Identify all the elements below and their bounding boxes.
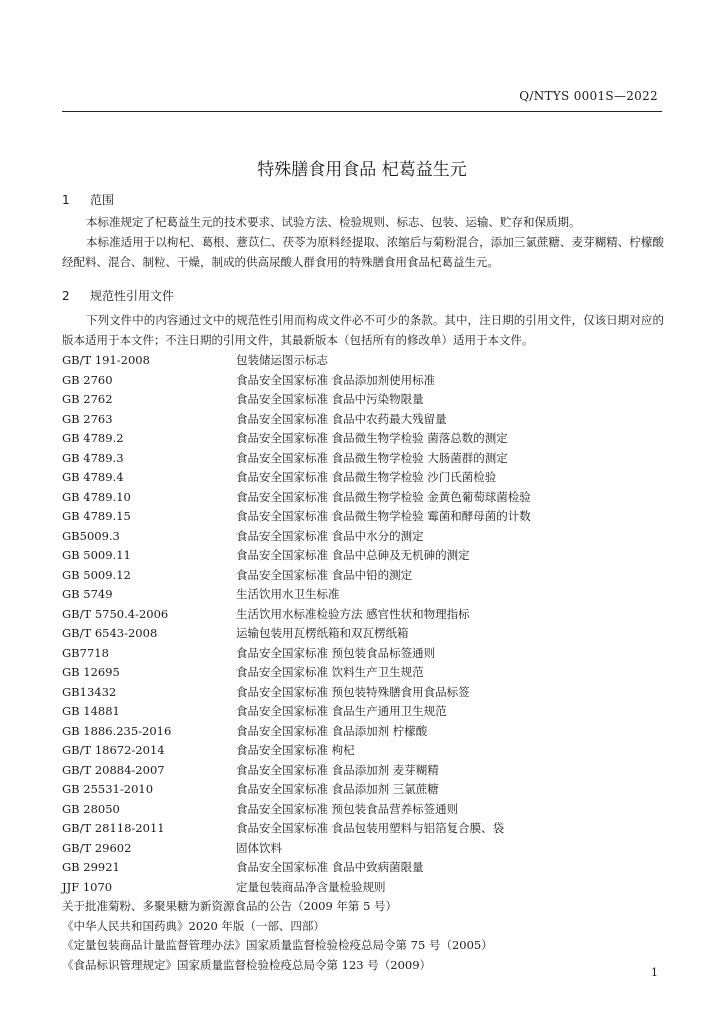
reference-row: [62, 702, 664, 722]
reference-title: 食品安全国家标准 枸杞: [236, 743, 355, 757]
reference-row: [62, 878, 664, 898]
reference-title: 食品安全国家标准 预包装特殊膳食用食品标签: [236, 684, 470, 699]
regulation-reference: 《定量包装商品计量监督管理办法》国家质量监督检验检疫总局令第 75 号（2005）: [62, 938, 493, 952]
reference-title: 食品安全国家标准 食品添加剂 柠檬酸: [236, 723, 428, 738]
reference-code: GB 4789.3: [62, 450, 124, 465]
reference-row: [62, 410, 664, 430]
reference-code: GB 25531-2010: [62, 782, 154, 796]
reference-row: [62, 683, 664, 703]
reference-row: [62, 585, 664, 605]
reference-title: 食品安全国家标准 预包装食品营养标签通则: [236, 801, 459, 816]
reference-code: GB 2763: [62, 411, 113, 426]
reference-code: GB 29921: [62, 860, 120, 874]
reference-code: GB/T 20884-2007: [62, 762, 165, 777]
reference-row: [62, 644, 664, 664]
reference-row: [62, 624, 664, 644]
reference-row: [62, 722, 664, 742]
reference-title: 食品安全国家标准 食品添加剂 三氯蔗糖: [236, 782, 439, 796]
reference-code: GB 2762: [62, 392, 113, 406]
reference-code: GB/T 18672-2014: [62, 743, 165, 757]
reference-row: [62, 527, 664, 547]
reference-title: 食品安全国家标准 食品中总砷及无机砷的测定: [236, 548, 470, 562]
reference-row: [62, 566, 664, 586]
reference-title: 食品安全国家标准 食品中水分的测定: [236, 528, 424, 543]
reference-title: 食品安全国家标准 食品添加剂使用标准: [236, 372, 436, 387]
reference-code: GB 4789.10: [62, 489, 131, 504]
reference-code: GB 4789.15: [62, 509, 131, 523]
section-2-heading: [62, 287, 174, 304]
section-1-number: 1: [62, 193, 70, 207]
document-title: 特殊膳食用食品 杞葛益生元: [257, 160, 467, 180]
page-number: 1: [651, 966, 658, 979]
reference-code: GB/T 5750.4-2006: [62, 606, 169, 621]
reference-title: 食品安全国家标准 预包装食品标签通则: [236, 645, 436, 660]
reference-code: GB5009.3: [62, 528, 120, 543]
section-2-body: [62, 310, 664, 350]
reference-row: [62, 507, 664, 527]
section-1-paragraph-2: 本标准适用于以枸杞、葛根、薏苡仁、茯苓为原料经提取、浓缩后与菊粉混合，添加三氯蔗糖、麦芽糊精、柠檬酸经配料、混合、制粒、干燥，制成的供高尿酸人群食用的特殊膳食用食品杞葛益生元。: [62, 235, 664, 269]
reference-title: 食品安全国家标准 食品添加剂 麦芽糊精: [236, 762, 439, 777]
reference-code: GB/T 6543-2008: [62, 626, 158, 640]
section-1-title: 范围: [90, 193, 115, 207]
reference-row: [62, 351, 664, 371]
reference-row: [62, 390, 664, 410]
reference-title: 食品安全国家标准 食品微生物学检验 大肠菌群的测定: [236, 450, 508, 465]
reference-code: GB/T 29602: [62, 840, 132, 855]
reference-code: GB 12695: [62, 665, 120, 679]
reference-row: [62, 663, 664, 683]
reference-row: [62, 429, 664, 449]
reference-row: [62, 371, 664, 391]
reference-row: [62, 800, 664, 820]
section-2-number: 2: [62, 289, 70, 303]
reference-row: [62, 546, 664, 566]
reference-title: 运输包装用瓦楞纸箱和双瓦楞纸箱: [236, 626, 409, 640]
regulation-reference: 关于批准菊粉、多聚果糖为新资源食品的公告（2009 年第 5 号）: [62, 899, 398, 913]
reference-title: 食品安全国家标准 食品微生物学检验 沙门氏菌检验: [236, 470, 497, 484]
reference-code: GB 5009.12: [62, 567, 131, 582]
reference-title: 食品安全国家标准 食品中污染物限量: [236, 392, 424, 406]
reference-title: 生活饮用水标准检验方法 感官性状和物理指标: [236, 606, 470, 621]
reference-row: [62, 488, 664, 508]
reference-title: 食品安全国家标准 食品微生物学检验 金黄色葡萄球菌检验: [236, 489, 531, 504]
reference-code: GB/T 191-2008: [62, 353, 150, 367]
reference-title: 固体饮料: [236, 840, 282, 855]
reference-code: JJF 1070: [62, 879, 113, 894]
reference-code: GB 2760: [62, 372, 113, 387]
reference-code: GB 14881: [62, 704, 120, 718]
reference-row: [62, 780, 664, 800]
reference-code: GB 1886.235-2016: [62, 723, 172, 738]
reference-title: 食品安全国家标准 饮料生产卫生规范: [236, 665, 424, 679]
section-1-body: [62, 212, 664, 272]
reference-title: 食品安全国家标准 食品包装用塑料与铝箔复合膜、袋: [236, 821, 505, 835]
reference-code: GB13432: [62, 684, 117, 699]
reference-row: [62, 858, 664, 878]
header-divider: [62, 111, 662, 112]
reference-code: GB 5749: [62, 587, 113, 601]
reference-title: 食品安全国家标准 食品微生物学检验 霉菌和酵母菌的计数: [236, 509, 531, 523]
section-1-paragraph-1: 本标准规定了杞葛益生元的技术要求、试验方法、检验规则、标志、包装、运输、贮存和保质期。: [86, 215, 581, 229]
standard-code: Q/NTYS 0001S—2022: [519, 89, 658, 103]
reference-row: [62, 761, 664, 781]
reference-code: GB 4789.2: [62, 431, 124, 445]
reference-row: [62, 839, 664, 859]
reference-title: 食品安全国家标准 食品中致病菌限量: [236, 860, 424, 874]
reference-row: [62, 468, 664, 488]
section-2-intro: 下列文件中的内容通过文中的规范性引用而构成文件必不可少的条款。其中，注日期的引用文件，仅该日期对应的版本适用于本文件；不注日期的引用文件，其最新版本（包括所有的修改单）适用于本文件。: [62, 313, 664, 347]
reference-code: GB 5009.11: [62, 548, 131, 562]
reference-title: 包装储运图示标志: [236, 353, 328, 367]
reference-title: 食品安全国家标准 食品中农药最大残留量: [236, 411, 447, 426]
reference-code: GB 28050: [62, 801, 120, 816]
section-1-heading: [62, 191, 114, 208]
reference-title: 定量包装商品净含量检验规则: [236, 879, 386, 894]
regulation-reference: 《中华人民共和国药典》2020 年版（一部、四部）: [62, 918, 325, 933]
reference-row: [62, 605, 664, 625]
reference-code: GB/T 28118-2011: [62, 821, 165, 835]
reference-row: [62, 819, 664, 839]
reference-code: GB 4789.4: [62, 470, 124, 484]
reference-title: 生活饮用水卫生标准: [236, 587, 340, 601]
reference-title: 食品安全国家标准 食品微生物学检验 菌落总数的测定: [236, 431, 508, 445]
section-2-title: 规范性引用文件: [90, 289, 175, 303]
reference-list: [62, 351, 664, 975]
regulation-reference: 《食品标识管理规定》国家质量监督检验检疫总局令第 123 号（2009）: [62, 957, 432, 972]
reference-row: [62, 449, 664, 469]
reference-code: GB7718: [62, 645, 109, 660]
reference-title: 食品安全国家标准 食品生产通用卫生规范: [236, 704, 447, 718]
reference-title: 食品安全国家标准 食品中铅的测定: [236, 567, 413, 582]
reference-row: [62, 741, 664, 761]
